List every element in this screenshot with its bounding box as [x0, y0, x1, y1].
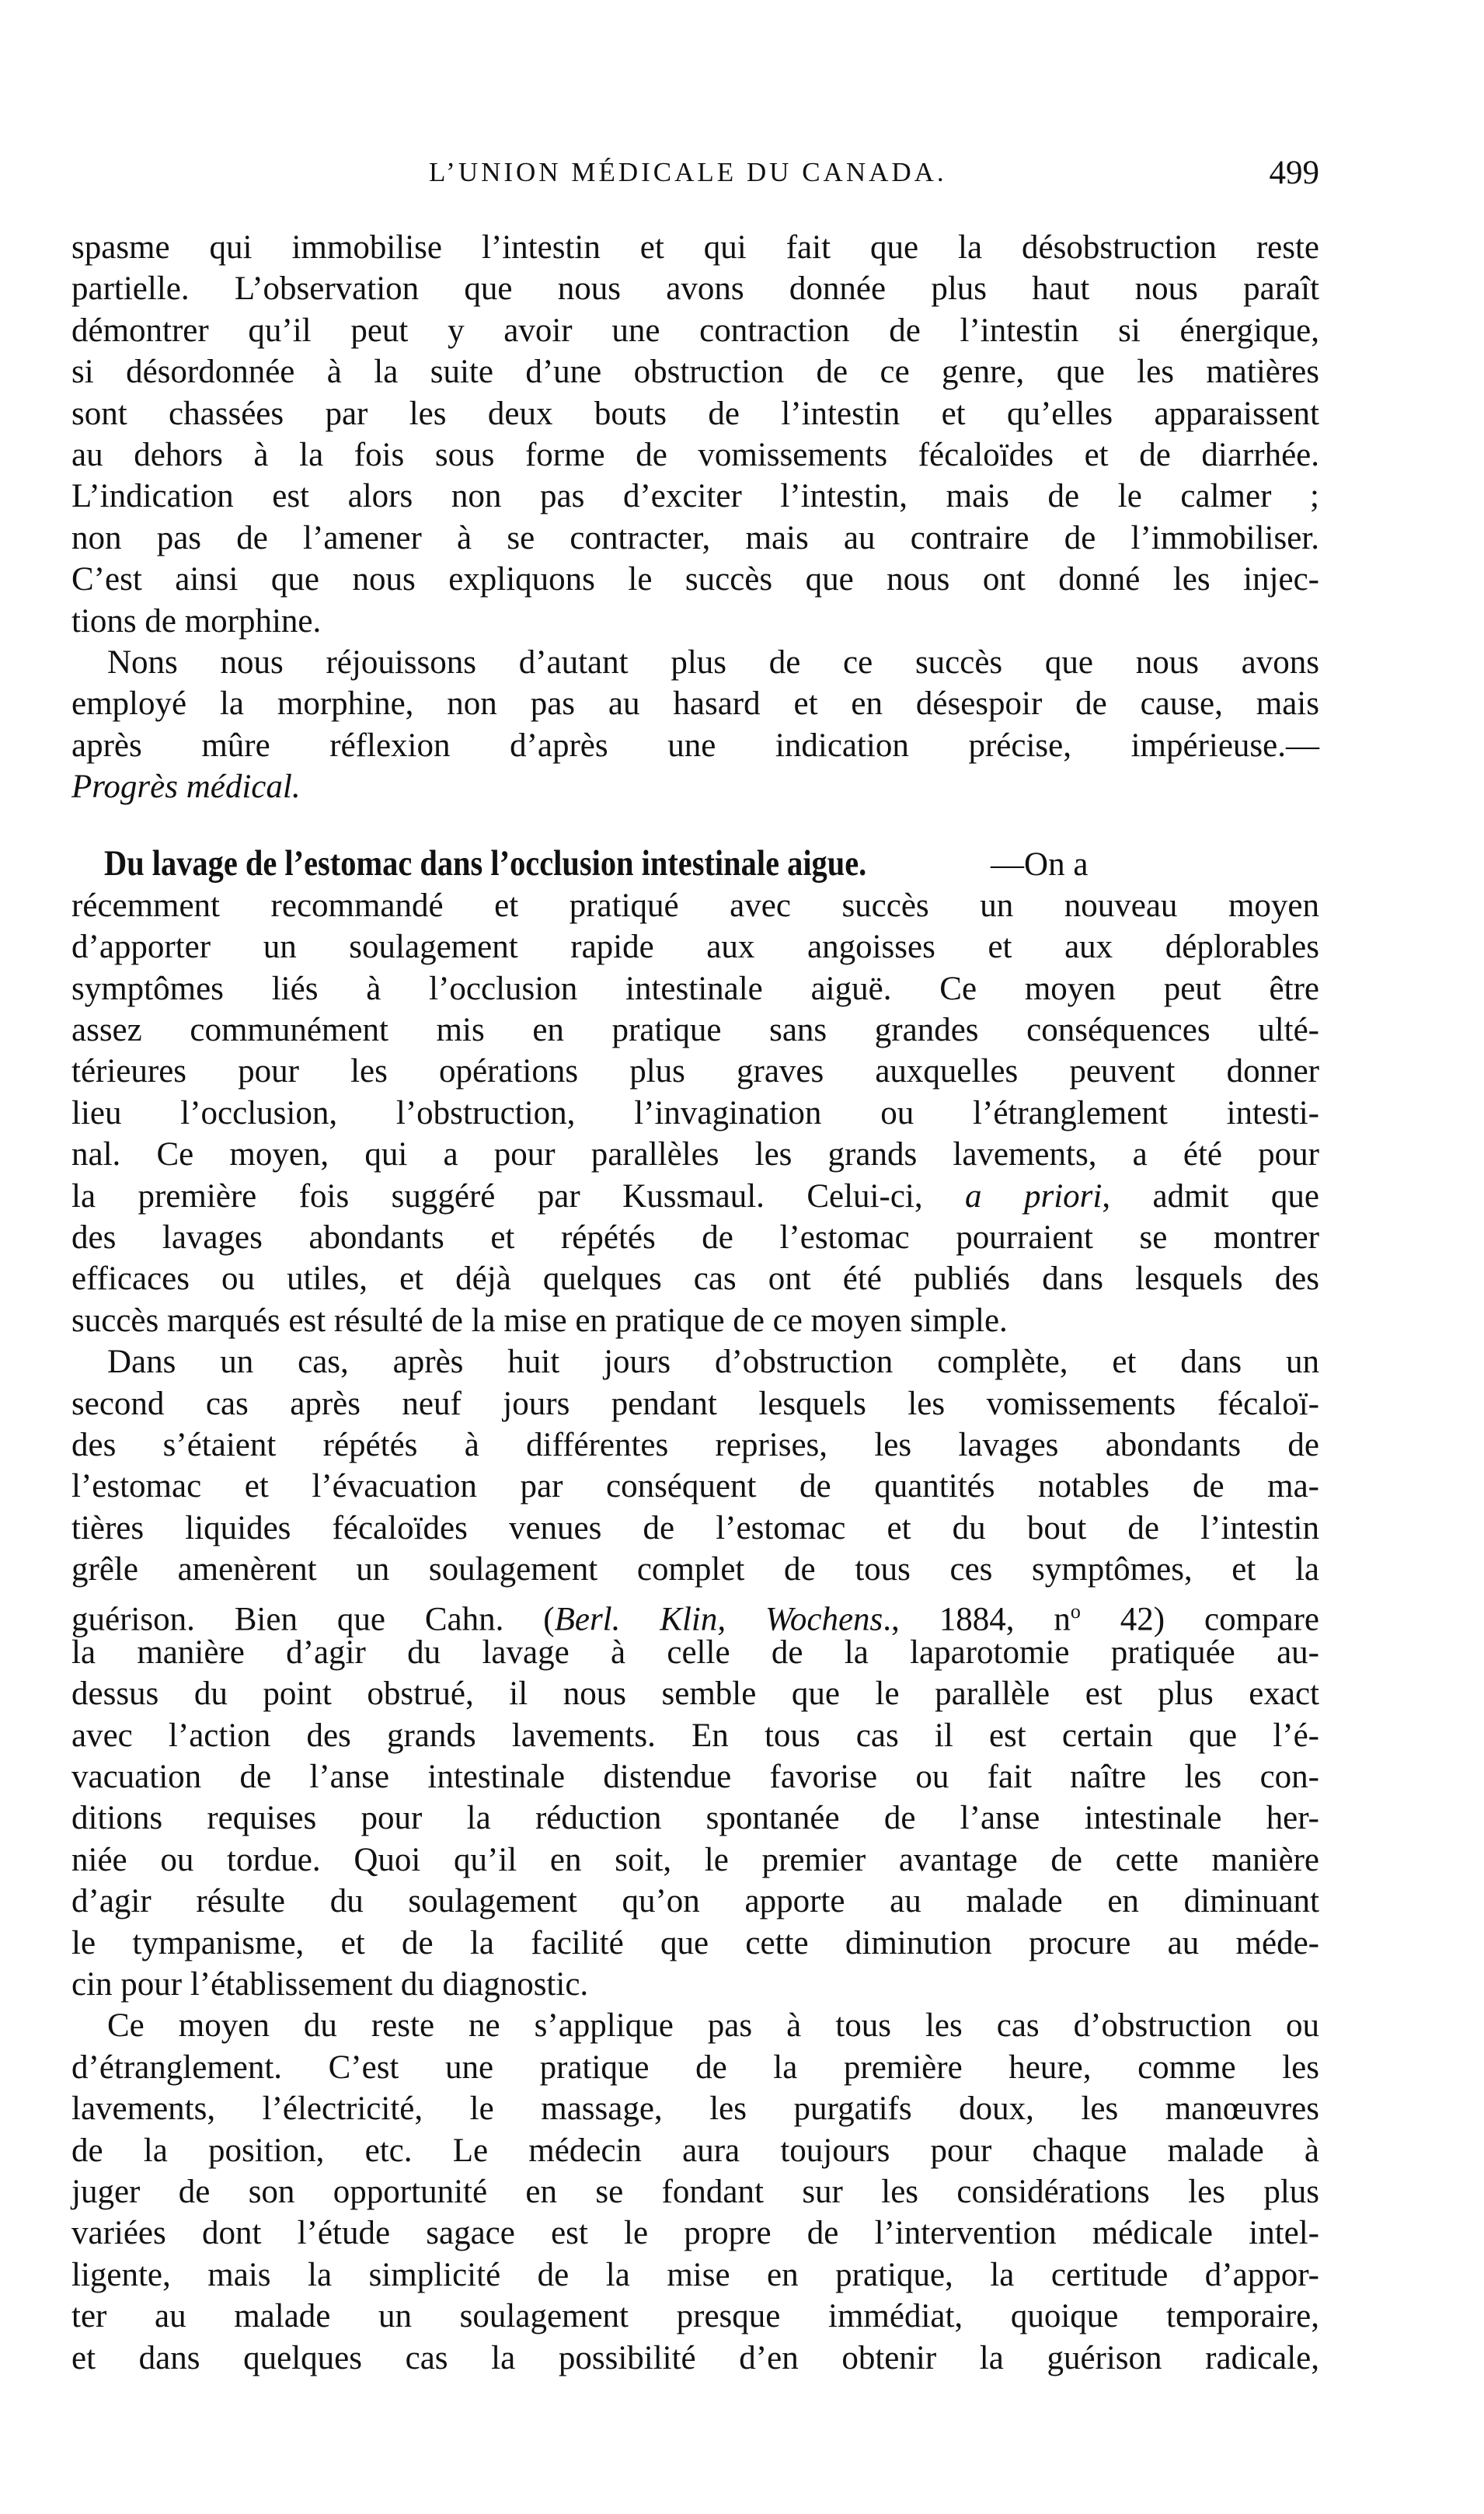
running-title: L’UNION MÉDICALE DU CANADA.	[429, 157, 947, 187]
text-line: nal. Ce moyen, qui a pour parallèles les grands lavements, a été pour	[71, 1136, 1319, 1173]
text-line	[71, 1176, 1319, 1217]
source-citation	[71, 766, 1319, 807]
text-line: après mûre réflexion d’après une indication précise, impérieuse.—	[71, 727, 1319, 764]
section-spacer	[71, 807, 1319, 843]
text-run: , admit que	[1102, 1177, 1319, 1215]
text-line: d’apporter un soulagement rapide aux angoisses et aux déplorables	[71, 929, 1319, 966]
text-line: employé la morphine, non pas au hasard et en désespoir de cause, mais	[71, 685, 1319, 723]
text-line: ter au malade un soulagement presque immédiat, quoique temporaire,	[71, 2298, 1319, 2335]
text-line: lieu l’occlusion, l’obstruction, l’invagination ou l’étranglement intesti-	[71, 1094, 1319, 1131]
text-line: le tympanisme, et de la facilité que cette diminution procure au méde-	[71, 1924, 1319, 1961]
text-line: lavements, l’électricité, le massage, les purgatifs doux, les manœuvres	[71, 2090, 1319, 2128]
text-line: de la position, etc. Le médecin aura toujours pour chaque malade à	[71, 2132, 1319, 2169]
text-line: succès marqués est résulté de la mise en pratique de ce moyen simple.	[71, 1302, 1008, 1339]
paragraph-conclusion	[71, 2005, 1319, 2379]
journal-citation: Berl. Klin, Wochens	[554, 1600, 883, 1637]
text-line: au dehors à la fois sous forme de vomissements fécaloïdes et de diarrhée.	[71, 436, 1319, 473]
text-line: second cas après neuf jours pendant lesquels les vomissements fécaloï-	[71, 1385, 1319, 1422]
text-line: Nons nous réjouissons d’autant plus de ce succès que nous avons	[107, 643, 1319, 681]
text-run: la première fois suggéré par Kussmaul. Celui-ci,	[71, 1177, 966, 1215]
text-line: d’agir résulte du soulagement qu’on apporte au malade en diminuant	[71, 1883, 1319, 1920]
paragraph-morphine	[71, 642, 1319, 808]
page-number: 499	[1269, 155, 1319, 191]
text-line: juger de son opportunité en se fondant sur les considérations les plus	[71, 2173, 1319, 2210]
text-run: ., 1884, n	[883, 1600, 1071, 1637]
section-title-tail: —On a	[991, 846, 1089, 884]
text-line: assez communément mis en pratique sans grandes conséquences ulté-	[71, 1012, 1319, 1049]
section-heading-line	[71, 843, 1319, 884]
text-line: sont chassées par les deux bouts de l’intestin et qu’elles apparaissent	[71, 395, 1319, 432]
text-line: tières liquides fécaloïdes venues de l’estomac et du bout de l’intestin	[71, 1509, 1319, 1546]
text-line: la manière d’agir du lavage à celle de la laparotomie pratiquée au-	[71, 1634, 1319, 1671]
paragraph-continuation	[71, 227, 1319, 642]
page-header	[71, 154, 1319, 200]
text-line: symptômes liés à l’occlusion intestinale aiguë. Ce moyen peut être	[71, 970, 1319, 1007]
text-line: et dans quelques cas la possibilité d’en obtenir la guérison radicale,	[71, 2339, 1319, 2376]
paragraph-cases	[71, 1341, 1319, 2005]
text-line: ligente, mais la simplicité de la mise en pratique, la certitude d’appor-	[71, 2256, 1319, 2293]
text-line: Ce moyen du reste ne s’applique pas à tous les cas d’obstruction ou	[107, 2007, 1319, 2045]
text-run: 42) compare	[1080, 1600, 1320, 1637]
text-line: tions de morphine.	[71, 602, 322, 640]
text-line: si désordonnée à la suite d’une obstruction de ce genre, que les matières	[71, 354, 1319, 391]
text-line: spasme qui immobilise l’intestin et qui fait que la désobstruction reste	[71, 229, 1319, 266]
text-line: vacuation de l’anse intestinale distendue favorise ou fait naître les con-	[71, 1759, 1319, 1796]
article-body	[71, 227, 1319, 2379]
text-line	[71, 1591, 1320, 1637]
text-line: Dans un cas, après huit jours d’obstruction complète, et dans un	[107, 1344, 1319, 1381]
text-line: d’étranglement. C’est une pratique de la première heure, comme les	[71, 2049, 1319, 2086]
text-line: non pas de l’amener à se contracter, mais au contraire de l’immobiliser.	[71, 519, 1319, 556]
superscript: o	[1070, 1599, 1081, 1623]
text-line: des s’étaient répétés à différentes reprises, les lavages abondants de	[71, 1426, 1319, 1463]
text-line: grêle amenèrent un soulagement complet de tous ces symptômes, et la	[71, 1551, 1319, 1588]
text-line: récemment recommandé et pratiqué avec succès un nouveau moyen	[71, 887, 1319, 924]
text-line: avec l’action des grands lavements. En tous cas il est certain que l’é-	[71, 1717, 1319, 1754]
text-line: partielle. L’observation que nous avons donnée plus haut nous paraît	[71, 270, 1319, 308]
text-line: variées dont l’étude sagace est le propre de l’intervention médicale intel-	[71, 2215, 1319, 2252]
text-line: des lavages abondants et répétés de l’estomac pourraient se montrer	[71, 1219, 1319, 1256]
text-line: cin pour l’établissement du diagnostic.	[71, 1966, 589, 2003]
source-journal: Progrès médical.	[71, 769, 301, 806]
text-run: guérison. Bien que Cahn. (	[71, 1600, 555, 1637]
text-line: dessus du point obstrué, il nous semble que le parallèle est plus exact	[71, 1675, 1319, 1713]
text-line: l’estomac et l’évacuation par conséquent de quantités notables de ma-	[71, 1468, 1319, 1505]
text-line: efficaces ou utiles, et déjà quelques cas ont été publiés dans lesquels des	[71, 1260, 1319, 1298]
italic-phrase: a priori	[965, 1177, 1103, 1215]
text-line: ditions requises pour la réduction spontanée de l’anse intestinale her-	[71, 1800, 1319, 1837]
text-line: C’est ainsi que nous expliquons le succès que nous ont donné les injec-	[71, 561, 1319, 598]
text-line: L’indication est alors non pas d’exciter l’intestin, mais de le calmer ;	[71, 478, 1319, 515]
text-line: térieures pour les opérations plus graves auxquelles peuvent donner	[71, 1053, 1319, 1090]
text-line: démontrer qu’il peut y avoir une contraction de l’intestin si énergique,	[71, 312, 1319, 349]
section-title: Du lavage de l’estomac dans l’occlusion intestinale aigue.	[104, 843, 867, 884]
text-line: niée ou tordue. Quoi qu’il en soit, le premier avantage de cette manière	[71, 1841, 1319, 1878]
section-lavage	[71, 843, 1319, 1341]
